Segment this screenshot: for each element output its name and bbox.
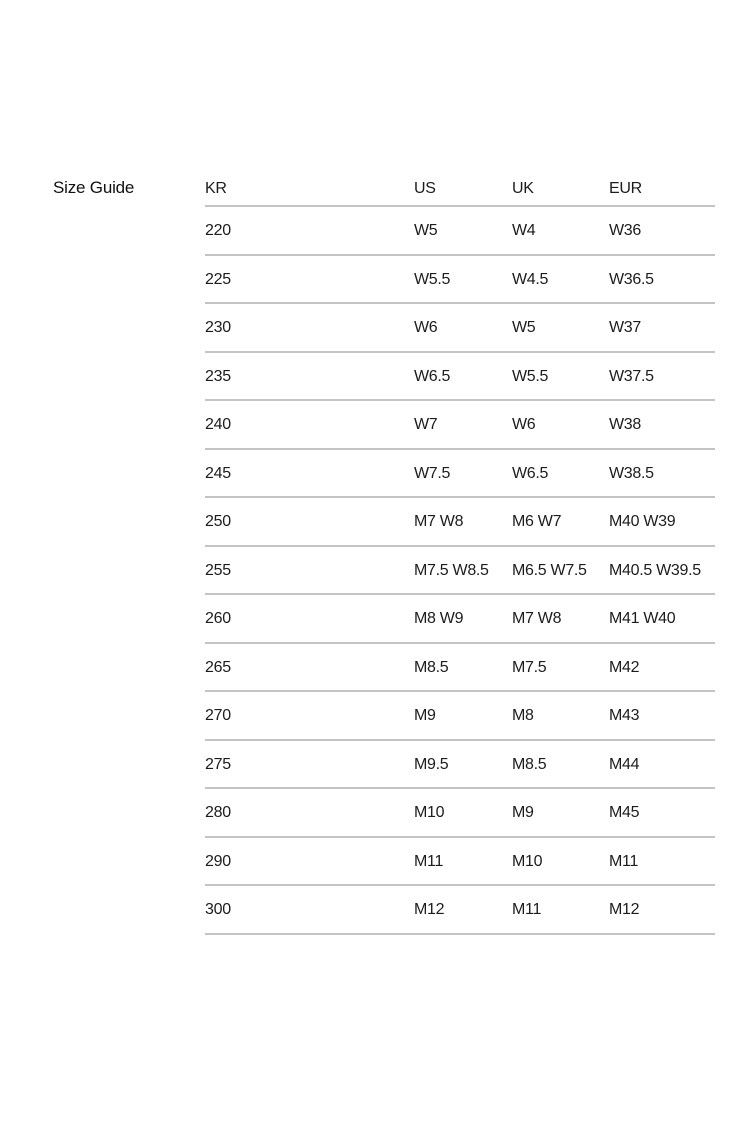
cell-us: M11	[414, 852, 444, 870]
table-row	[205, 595, 715, 644]
table-row	[205, 450, 715, 499]
table-row	[205, 838, 715, 887]
cell-eur: M43	[609, 707, 640, 724]
cell-uk: M7 W8	[512, 610, 562, 627]
table-row	[205, 644, 715, 693]
cell-uk: M10	[512, 852, 543, 870]
table-row	[205, 498, 715, 547]
cell-kr: 245	[205, 464, 231, 482]
cell-kr: 225	[205, 270, 231, 288]
cell-uk: W5	[512, 319, 536, 336]
cell-uk: M7.5	[512, 658, 547, 676]
cell-eur: M41 W40	[609, 610, 676, 627]
table-row	[205, 207, 715, 256]
cell-eur: W37	[609, 319, 641, 336]
cell-eur: M42	[609, 658, 640, 676]
cell-kr: 250	[205, 513, 231, 530]
cell-kr: 290	[205, 852, 231, 870]
table-body	[205, 207, 715, 935]
cell-uk: M6.5 W7.5	[512, 561, 587, 579]
cell-us: W6.5	[414, 367, 451, 385]
cell-uk: W4	[512, 222, 536, 239]
column-header-kr: KR	[205, 180, 227, 197]
cell-kr: 230	[205, 319, 231, 336]
table-row	[205, 401, 715, 450]
cell-us: M12	[414, 901, 445, 918]
cell-uk: M8.5	[512, 755, 547, 773]
cell-eur: M12	[609, 901, 640, 918]
cell-kr: 235	[205, 367, 231, 385]
cell-eur: M40 W39	[609, 513, 676, 530]
column-header-uk: UK	[512, 180, 534, 197]
cell-us: M7.5 W8.5	[414, 561, 489, 579]
table-row	[205, 741, 715, 790]
cell-us: W5	[414, 222, 438, 239]
cell-us: M9.5	[414, 755, 449, 773]
column-header-eur: EUR	[609, 180, 642, 197]
cell-uk: M6 W7	[512, 513, 562, 530]
cell-kr: 220	[205, 222, 231, 239]
table-row	[205, 353, 715, 402]
cell-us: W7	[414, 416, 438, 433]
table-row	[205, 692, 715, 741]
cell-eur: M40.5 W39.5	[609, 561, 701, 579]
table-row	[205, 256, 715, 305]
cell-eur: W36	[609, 222, 641, 239]
cell-eur: W38	[609, 416, 641, 433]
column-header-us: US	[414, 180, 436, 197]
cell-uk: M8	[512, 707, 534, 724]
cell-us: M8 W9	[414, 610, 464, 627]
cell-eur: W37.5	[609, 367, 654, 385]
cell-kr: 275	[205, 755, 231, 773]
cell-kr: 255	[205, 561, 231, 579]
table-row	[205, 886, 715, 935]
cell-eur: W38.5	[609, 464, 654, 482]
cell-uk: W5.5	[512, 367, 549, 385]
cell-us: M9	[414, 707, 436, 724]
table-row	[205, 789, 715, 838]
cell-us: M8.5	[414, 658, 449, 676]
size-table	[205, 170, 715, 935]
cell-kr: 280	[205, 804, 231, 821]
cell-us: M10	[414, 804, 445, 821]
cell-eur: W36.5	[609, 270, 654, 288]
cell-uk: W6.5	[512, 464, 549, 482]
cell-kr: 270	[205, 707, 231, 724]
cell-eur: M45	[609, 804, 640, 821]
cell-us: W6	[414, 319, 438, 336]
table-header-row	[205, 170, 715, 207]
cell-uk: M11	[512, 901, 542, 918]
cell-eur: M44	[609, 755, 640, 773]
cell-kr: 265	[205, 658, 231, 676]
table-row	[205, 547, 715, 596]
cell-uk: M9	[512, 804, 534, 821]
cell-us: M7 W8	[414, 513, 464, 530]
table-row	[205, 304, 715, 353]
cell-eur: M11	[609, 852, 639, 870]
cell-uk: W4.5	[512, 270, 549, 288]
cell-kr: 240	[205, 416, 231, 433]
cell-kr: 300	[205, 901, 231, 918]
cell-uk: W6	[512, 416, 536, 433]
cell-us: W7.5	[414, 464, 451, 482]
cell-kr: 260	[205, 610, 231, 627]
cell-us: W5.5	[414, 270, 451, 288]
size-guide-title: Size Guide	[53, 178, 135, 197]
